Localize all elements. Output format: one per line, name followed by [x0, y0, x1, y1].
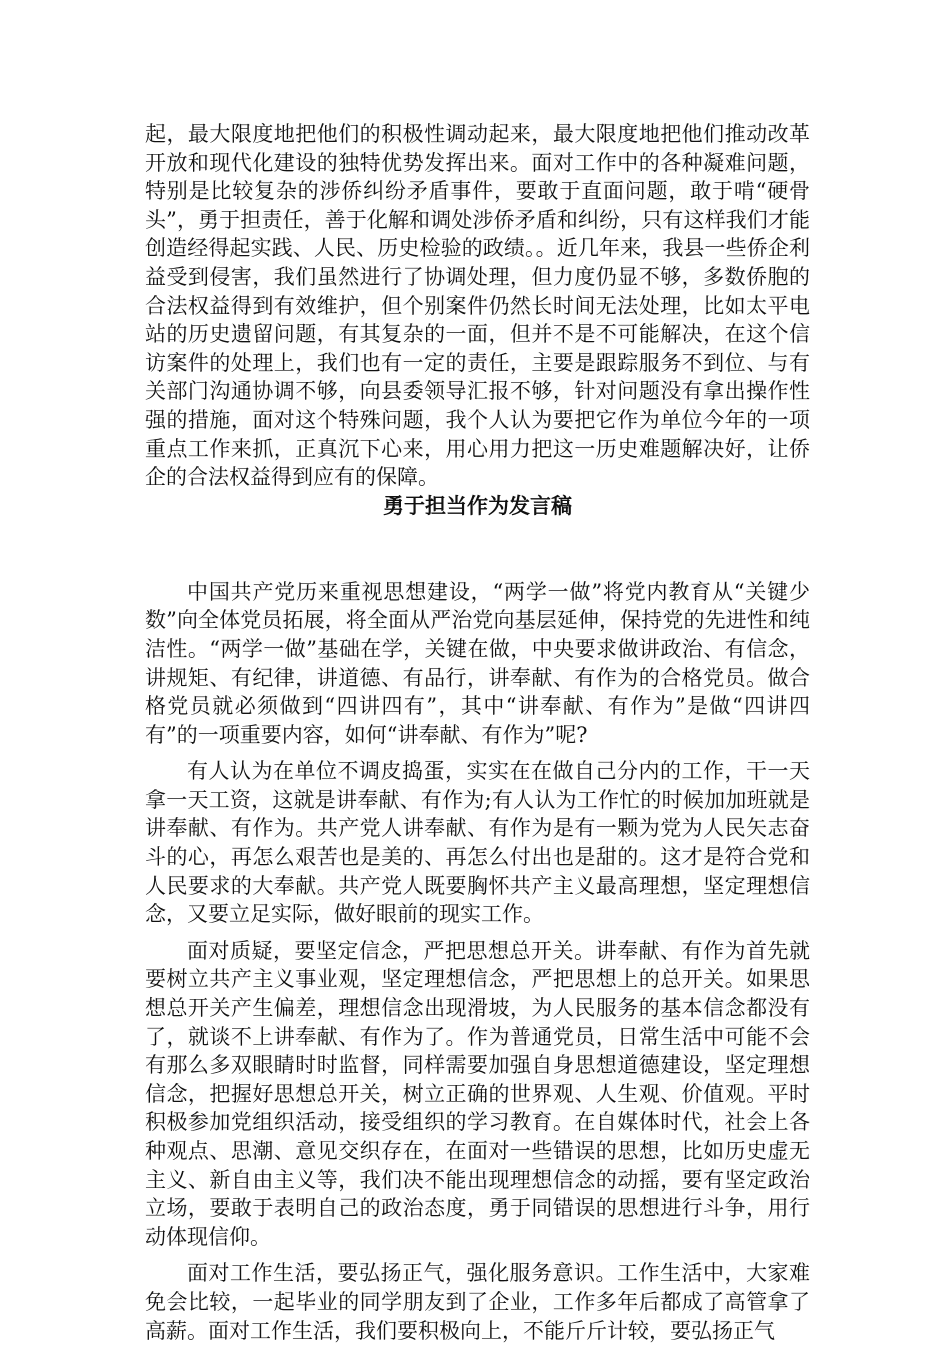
paragraph-spacer	[145, 749, 810, 757]
body-paragraph-4: 面对工作生活，要弘扬正气，强化服务意识。工作生活中，大家难免会比较，一起毕业的同学朋友到了企业，工作多年后都成了高管拿了高薪。面对工作生活，我们要积极向上，不能斤斤计较，要弘扬正气	[145, 1261, 810, 1343]
document-body	[145, 120, 810, 1345]
paragraph-spacer	[145, 1251, 810, 1259]
body-paragraph-3: 面对质疑，要坚定信念，严把思想总开关。讲奉献、有作为首先就要树立共产主义事业观，坚定理想信念，严把思想上的总开关。如果思想总开关产生偏差，理想信念出现滑坡，为人民服务的基本信念都没有了，就谈不上讲奉献、有作为了。作为普通党员，日常生活中可能不会有那么多双眼睛时时监督，同样需要加强自身思想道德建设，坚定理想信念，把握好思想总开关，树立正确的世界观、人生观、价值观。平时积极参加党组织活动，接受组织的学习教育。在自媒体时代，社会上各种观点、思潮、意见交织存在，在面对一些错误的思想，比如历史虚无主义、新自由主义等，我们决不能出现理想信念的动摇，要有坚定政治立场，要敢于表明自己的政治态度，勇于同错误的思想进行斗争，用行动体现信仰。	[145, 938, 810, 1249]
paragraph-spacer	[145, 929, 810, 937]
body-paragraph-2: 有人认为在单位不调皮捣蛋，实实在在做自己分内的工作，干一天拿一天工资，这就是讲奉献、有作为;有人认为工作忙的时候加加班就是讲奉献、有作为。共产党人讲奉献、有作为是有一颗为党为人民矢志奋斗的心，再怎么艰苦也是美的、再怎么付出也是甜的。这才是符合党和人民要求的大奉献。共产党人既要胸怀共产主义最高理想，坚定理想信念，又要立足实际，做好眼前的现实工作。	[145, 759, 810, 927]
title-spacer	[145, 520, 810, 578]
body-paragraph-1: 中国共产党历来重视思想建设，“两学一做”将党内教育从“关键少数”向全体党员拓展，将全面从严治党向基层延伸，保持党的先进性和纯洁性。“两学一做”基础在学，关键在做，中央要求做讲政治、有信念，讲规矩、有纪律，讲道德、有品行，讲奉献、有作为的合格党员。做合格党员就必须做到“四讲四有”，其中“讲奉献、有作为”是做“四讲四有”的一项重要内容，如何“讲奉献、有作为”呢?	[145, 579, 810, 747]
document-title: 勇于担当作为发言稿	[383, 493, 572, 518]
lead-paragraph: 起，最大限度地把他们的积极性调动起来，最大限度地把他们推动改革开放和现代化建设的独特优势发挥出来。面对工作中的各种凝难问题，特别是比较复杂的涉侨纠纷矛盾事件，要敢于直面问题，敢于啃“硬骨头”，勇于担责任，善于化解和调处涉侨矛盾和纠纷，只有这样我们才能创造经得起实践、人民、历史检验的政绩。。近几年来，我县一些侨企利益受到侵害，我们虽然进行了协调处理，但力度仍显不够，多数侨胞的合法权益得到有效维护，但个别案件仍然长时间无法处理，比如太平电站的历史遗留问题，有其复杂的一面，但并不是不可能解决，在这个信访案件的处理上，我们也有一定的责任，主要是跟踪服务不到位、与有关部门沟通协调不够，向县委领导汇报不够，针对问题没有拿出操作性强的措施，面对这个特殊问题，我个人认为要把它作为单位今年的一项重点工作来抓，正真沉下心来，用心用力把这一历史难题解决好，让侨企的合法权益得到应有的保障。	[145, 122, 810, 490]
